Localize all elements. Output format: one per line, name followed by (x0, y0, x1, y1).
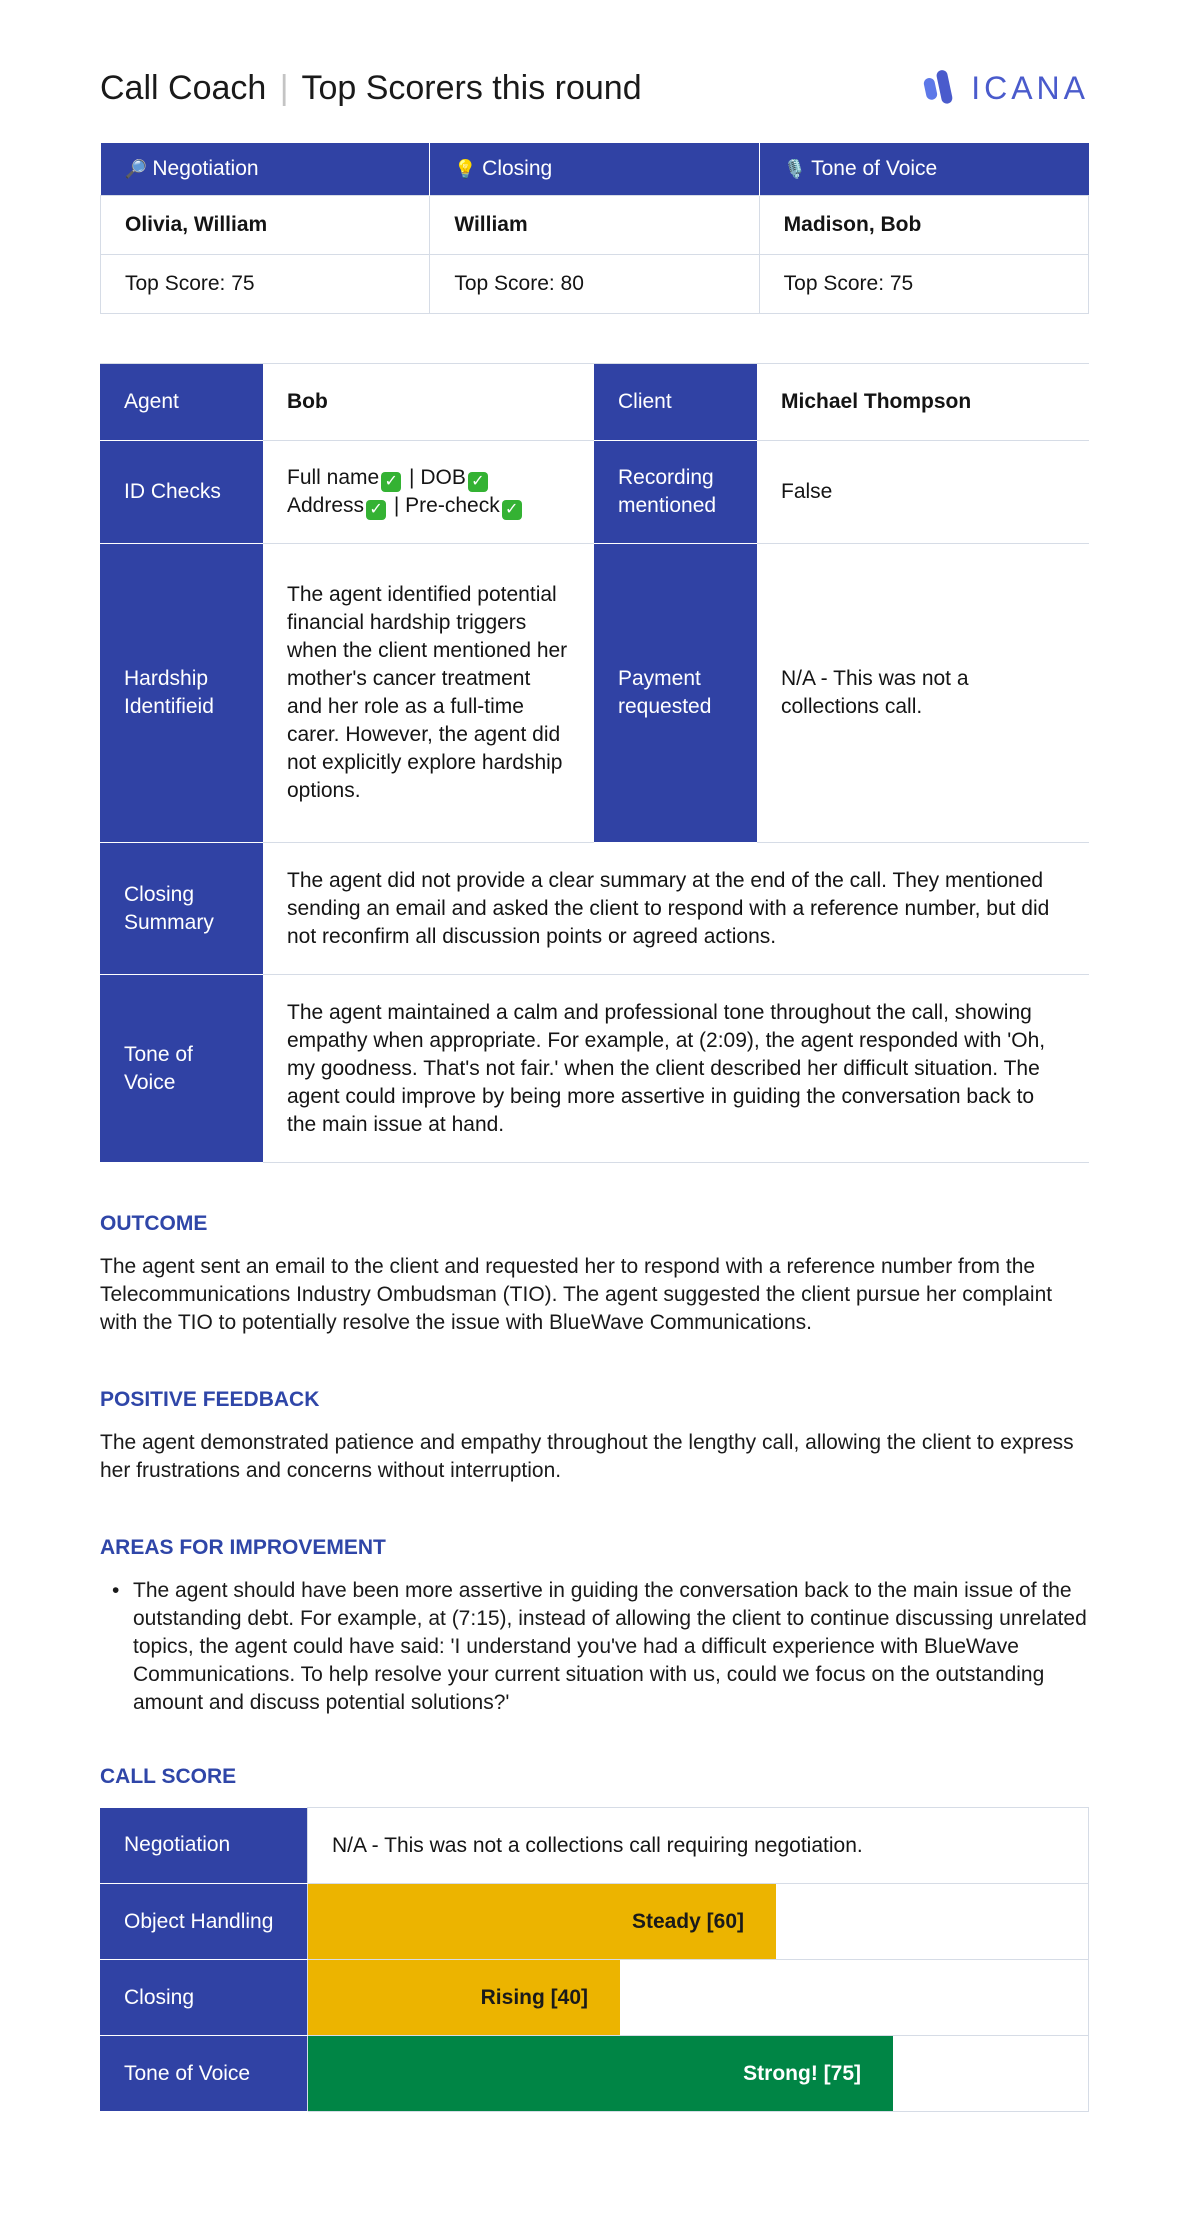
score-bar (308, 2036, 893, 2111)
hardship-value: The agent identified potential financial hardship triggers when the client mentioned her mother's cancer treatment and her role as a full-time carer. However, the agent did not explicitly explore hardship options. (263, 544, 594, 843)
check-separator: | (403, 466, 421, 489)
scorer-names: Madison, Bob (759, 196, 1088, 255)
checkmark-icon: ✓ (468, 472, 488, 492)
score-label: Negotiation (100, 1808, 308, 1884)
score-bar-track (308, 1884, 1089, 1960)
title-separator: | (279, 69, 289, 107)
agent-label: Agent (100, 364, 263, 441)
scorer-category: Negotiation (152, 157, 259, 180)
microphone-icon: 🎙️ (783, 159, 807, 179)
checkmark-icon: ✓ (366, 500, 386, 520)
logo-mark-icon (923, 68, 961, 108)
agent-value: Bob (263, 364, 594, 441)
payment-value: N/A - This was not a collections call. (757, 544, 1089, 843)
top-scorers-table (100, 143, 1089, 314)
details-row-hardship (100, 544, 1089, 843)
scorer-header-negotiation (101, 143, 430, 196)
check-precheck: Pre-check (405, 494, 500, 517)
outcome-text: The agent sent an email to the client and requested her to respond with a reference number from the Telecommunications Industry Ombudsman (TIO). The agent suggested the client pursue her complaint with the TIO to potentially resolve the issue with BlueWave Communications. (100, 1255, 1053, 1334)
title-right: Top Scorers this round (301, 69, 642, 107)
details-row-tone (100, 975, 1089, 1163)
details-row-closing (100, 843, 1089, 975)
positive-feedback-heading: POSITIVE FEEDBACK (100, 1388, 320, 1411)
recording-value: False (757, 441, 1089, 544)
score-label: Object Handling (100, 1884, 308, 1960)
score-na-text: N/A - This was not a collections call requiring negotiation. (308, 1808, 1089, 1884)
score-row-tone (100, 2036, 1089, 2112)
list-item (100, 1577, 1090, 1717)
closing-summary-value: The agent did not provide a clear summary at the end of the call. They mentioned sending an email and asked the client to respond with a reference number, but did not reconfirm all discussion points or agreed actions. (263, 843, 1089, 975)
hardship-label: Hardship Identifieid (100, 544, 263, 843)
score-row-negotiation (100, 1808, 1089, 1884)
id-checks-label: ID Checks (100, 441, 263, 544)
scorer-category: Tone of Voice (811, 157, 938, 180)
positive-feedback-text: The agent demonstrated patience and empathy throughout the lengthy call, allowing the client to express her frustrations and concerns without interruption. (100, 1431, 1074, 1482)
call-score-heading: CALL SCORE (100, 1765, 237, 1788)
score-bar-label: Steady [60] (631, 1909, 744, 1933)
check-dob: DOB (420, 466, 466, 489)
scorer-header-closing (430, 143, 759, 196)
score-bar-track (308, 1960, 1089, 2036)
scorer-names: Olivia, William (101, 196, 430, 255)
icana-logo (923, 68, 1089, 108)
scorer-category: Closing (482, 157, 553, 180)
title-left: Call Coach (100, 69, 267, 107)
score-bar (308, 1960, 620, 2035)
header (100, 66, 1089, 116)
details-row-agent (100, 364, 1089, 441)
check-separator: | (388, 494, 406, 517)
logo-text: ICANA (971, 70, 1089, 106)
score-bar-track (308, 2036, 1089, 2112)
client-label: Client (594, 364, 757, 441)
improvement-list (100, 1577, 1090, 1717)
score-row-object-handling (100, 1884, 1089, 1960)
closing-summary-label: Closing Summary (100, 843, 263, 975)
details-row-id (100, 441, 1089, 544)
score-bar (308, 1884, 776, 1959)
improvement-text: The agent should have been more assertive in guiding the conversation back to the main issue of the outstanding debt. For example, at (7:15), instead of allowing the client to continue discussing unrelated topics, the agent could have said: 'I understand you've had a difficult experience with BlueWave Communications. To help resolve your current situation with us, could we focus on the outstanding amount and discuss potential solutions?' (133, 1579, 1087, 1714)
scorer-score: Top Score: 75 (101, 255, 430, 314)
improvement-heading: AREAS FOR IMPROVEMENT (100, 1536, 386, 1559)
id-checks-value (263, 441, 594, 544)
scorer-score: Top Score: 80 (430, 255, 759, 314)
check-full-name: Full name (287, 466, 380, 489)
check-address: Address (287, 494, 365, 517)
score-row-closing (100, 1960, 1089, 2036)
checkmark-icon: ✓ (381, 472, 401, 492)
scorer-names: William (430, 196, 759, 255)
score-bar-label: Rising [40] (480, 1985, 588, 2009)
outcome-heading: OUTCOME (100, 1212, 208, 1235)
client-value: Michael Thompson (757, 364, 1089, 441)
scorer-header-tone (759, 143, 1088, 196)
score-bar-label: Strong! [75] (743, 2061, 861, 2085)
call-score-table (100, 1807, 1089, 2112)
bullet-icon: • (112, 1579, 120, 1602)
recording-label: Recording mentioned (594, 441, 757, 544)
page-title (100, 66, 642, 110)
magnifier-icon: 🔎 (124, 159, 147, 179)
tone-label: Tone of Voice (100, 975, 263, 1163)
tone-value: The agent maintained a calm and professional tone throughout the call, showing empathy when appropriate. For example, at (2:09), the agent responded with 'Oh, my goodness. That's not fair.' when the client described her difficult situation. The agent could improve by being more assertive in guiding the conversation back to the main issue at hand. (263, 975, 1089, 1163)
scorer-score: Top Score: 75 (759, 255, 1088, 314)
score-label: Closing (100, 1960, 308, 2036)
lightbulb-icon: 💡 (454, 159, 477, 179)
score-label: Tone of Voice (100, 2036, 308, 2112)
call-details-table (100, 363, 1089, 1163)
payment-label: Payment requested (594, 544, 757, 843)
checkmark-icon: ✓ (502, 500, 522, 520)
